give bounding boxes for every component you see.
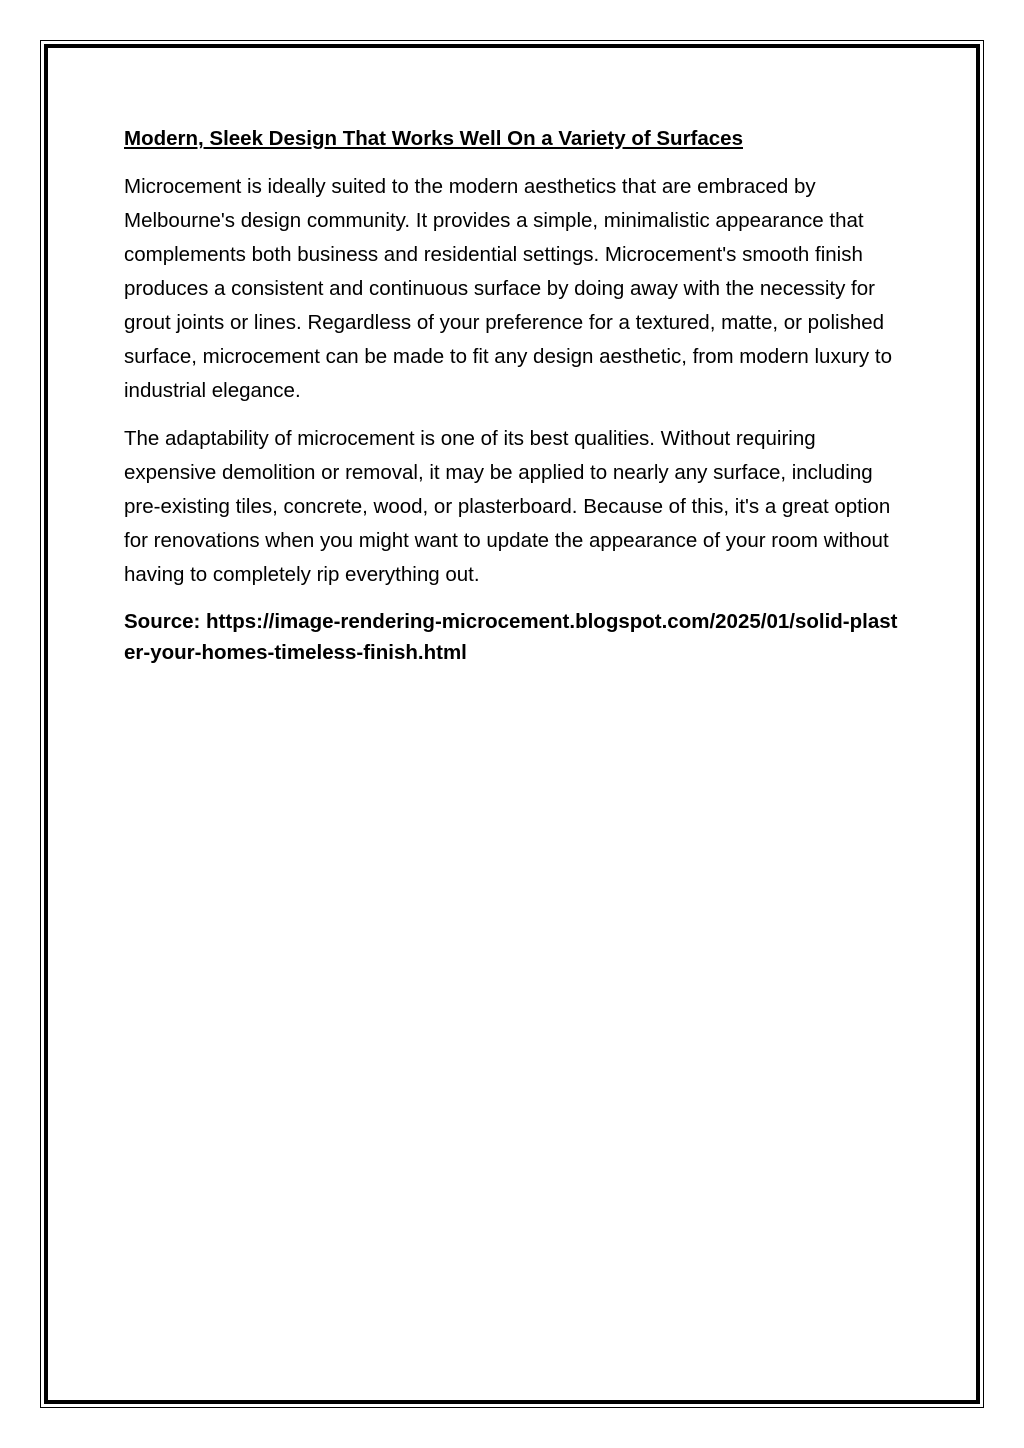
source-link[interactable]: Source: https://image-rendering-microcement.blogspot.com/2025/01/solid-plaster-your-homes-timeless-finish.html <box>124 610 898 664</box>
document-heading: Modern, Sleek Design That Works Well On a Variety of Surfaces <box>124 127 743 150</box>
paragraph-1: Microcement is ideally suited to the modern aesthetics that are embraced by Melbourne's design community. It provides a simple, minimalistic appearance that complements both business and residential settings. Microcement's smooth finish produces a consistent and continuous surface by doing away with the necessity for grout joints or lines. Regardless of your preference for a textured, matte, or polished surface, microcement can be made to fit any design aesthetic, from modern luxury to industrial elegance. <box>124 175 892 402</box>
paragraph-2: The adaptability of microcement is one of its best qualities. Without requiring expensive demolition or removal, it may be applied to nearly any surface, including pre-existing tiles, concrete, wood, or plasterboard. Because of this, it's a great option for renovations when you might want to update the appearance of your room without having to completely rip everything out. <box>124 427 891 586</box>
document-body <box>124 124 904 668</box>
